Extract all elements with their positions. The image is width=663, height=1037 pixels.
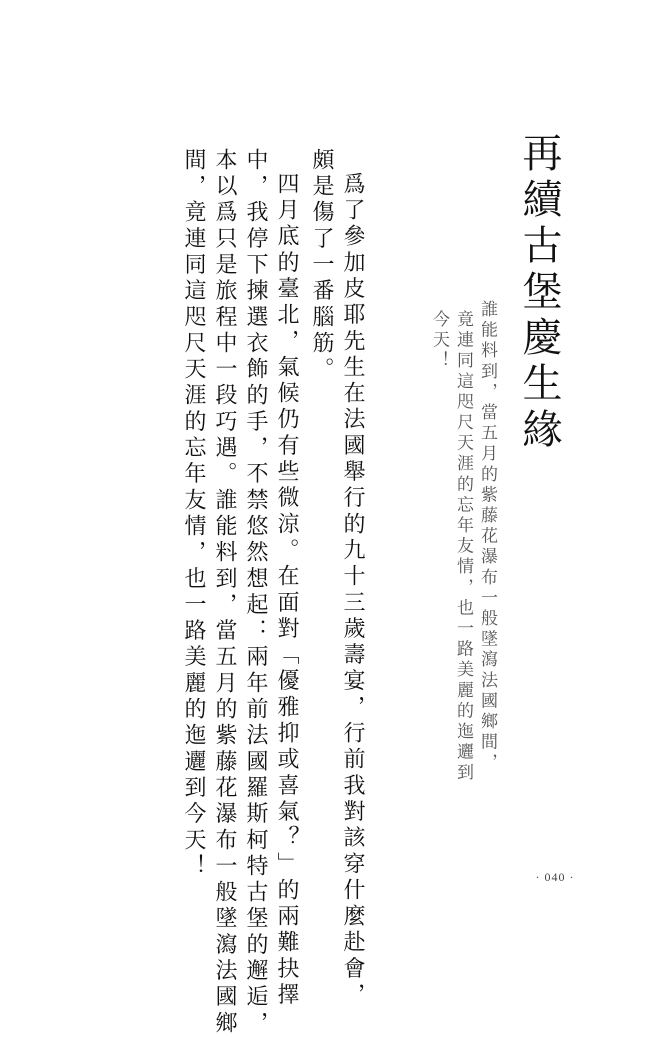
body-text-line: 頗是傷了一番腦筋。 xyxy=(309,148,334,384)
body-text-line: 中，我停下揀選衣飾的手，不禁悠然想起：兩年前法國羅斯柯特古堡的邂逅， xyxy=(243,148,268,1037)
intro-line: 竟連同這咫尺天涯的忘年友情，也一路美麗的迤邐到 xyxy=(453,310,473,784)
chapter-title: 再續古堡慶生緣 xyxy=(516,132,562,454)
intro-line: 今天！ xyxy=(429,310,449,372)
body-text-line: 本以爲只是旅程中一段巧遇。誰能料到，當五月的紫藤花瀑布一般墜瀉法國鄉 xyxy=(212,148,237,1037)
body-text-line: 四月底的臺北，氣候仍有些微涼。在面對「優雅抑或喜氣？」的兩難抉擇 xyxy=(274,172,299,1009)
intro-line: 誰能料到，當五月的紫藤花瀑布一般墜瀉法國鄉間， xyxy=(477,300,497,774)
body-text-line: 間，竟連同這咫尺天涯的忘年友情，也一路美麗的迤邐到今天！ xyxy=(181,148,206,881)
page-number: · 040 · xyxy=(535,870,575,884)
body-text-line: 爲了參加皮耶先生在法國舉行的九十三歲壽宴，行前我對該穿什麼赴會， xyxy=(340,172,365,1009)
